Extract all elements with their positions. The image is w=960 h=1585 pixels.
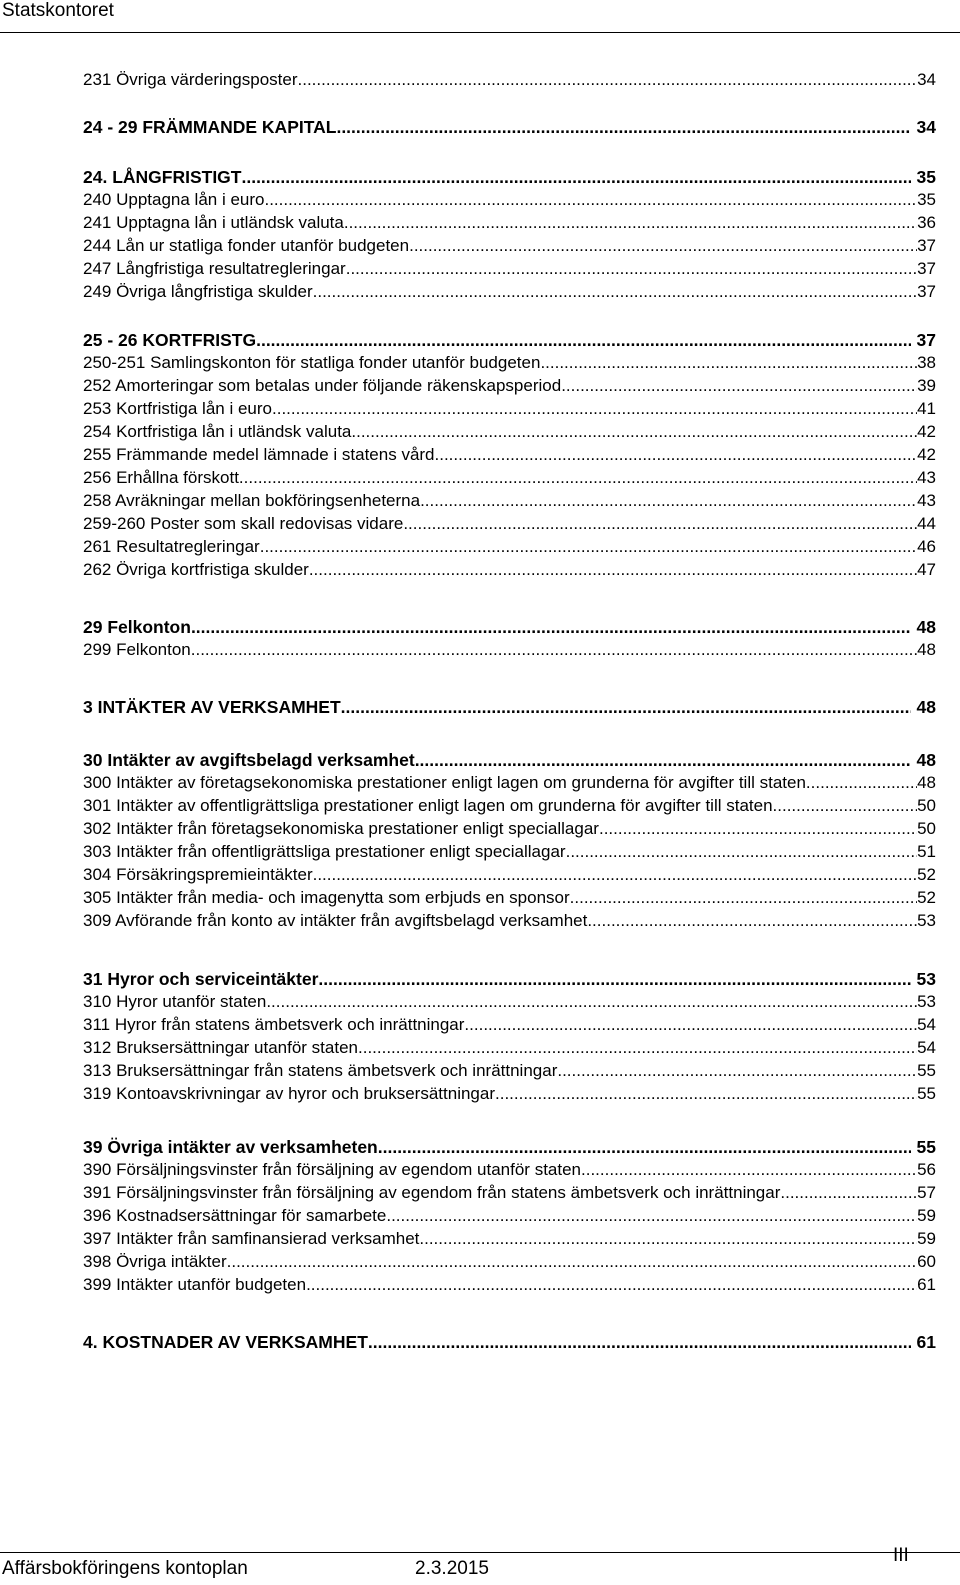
toc-entry-title: 25 - 26 KORTFRISTG bbox=[83, 330, 257, 350]
dot-leader bbox=[313, 282, 917, 302]
toc-entry bbox=[83, 992, 936, 1016]
dot-leader bbox=[420, 491, 917, 511]
dot-leader bbox=[318, 969, 910, 990]
dot-leader bbox=[409, 236, 917, 256]
toc-entry-title: 39 Övriga intäkter av verksamheten bbox=[83, 1137, 378, 1157]
toc-entry-page: 44 bbox=[917, 514, 936, 533]
toc-entry-title: 309 Avförande från konto av intäkter från avgiftsbelagd verksamhet bbox=[83, 911, 588, 930]
dot-leader bbox=[306, 1275, 917, 1295]
toc-entry-title: 4. KOSTNADER AV VERKSAMHET bbox=[83, 1332, 368, 1352]
dot-leader bbox=[566, 842, 917, 862]
toc-entry-page: 53 bbox=[916, 969, 936, 989]
toc-entry-page: 55 bbox=[916, 1137, 936, 1157]
toc-entry-page: 59 bbox=[917, 1229, 936, 1248]
dot-leader bbox=[435, 445, 918, 465]
dot-leader bbox=[239, 468, 917, 488]
dot-leader bbox=[386, 1206, 917, 1226]
toc-entry-title: 244 Lån ur statliga fonder utanför budgeten bbox=[83, 236, 410, 255]
toc-entry bbox=[83, 796, 936, 820]
toc-entry-page: 61 bbox=[916, 1332, 936, 1352]
header-title: Statskontoret bbox=[2, 0, 114, 21]
toc-entry-page: 46 bbox=[917, 537, 936, 556]
dot-leader bbox=[780, 1183, 917, 1203]
toc-entry bbox=[83, 259, 936, 283]
toc-entry bbox=[83, 491, 936, 515]
toc-entry-title: 391 Försäljningsvinster från försäljning av egendom från statens ämbetsverk och inrättningar bbox=[83, 1183, 781, 1202]
toc-entry bbox=[83, 213, 936, 237]
toc-entry bbox=[83, 282, 936, 306]
toc-entry-page: 41 bbox=[917, 399, 936, 418]
footer-page-number: III bbox=[893, 1545, 909, 1566]
dot-leader bbox=[557, 1061, 917, 1081]
dot-leader bbox=[256, 330, 910, 351]
dot-leader bbox=[336, 117, 910, 138]
toc-entry bbox=[83, 1084, 936, 1108]
toc-heading bbox=[83, 617, 936, 641]
dot-leader bbox=[351, 422, 917, 442]
footer-date: 2.3.2015 bbox=[415, 1558, 489, 1579]
toc-entry-page: 54 bbox=[917, 1015, 936, 1034]
toc-entry-title: 311 Hyror från statens ämbetsverk och inrättningar bbox=[83, 1015, 465, 1034]
toc-entry bbox=[83, 353, 936, 377]
dot-leader bbox=[358, 1038, 917, 1058]
toc-entry bbox=[83, 399, 936, 423]
dot-leader bbox=[341, 697, 911, 718]
toc-entry bbox=[83, 1229, 936, 1253]
dot-leader bbox=[581, 1160, 917, 1180]
toc-entry-page: 55 bbox=[917, 1084, 936, 1103]
toc-entry-page: 37 bbox=[916, 330, 936, 350]
dot-leader bbox=[227, 1252, 917, 1272]
toc-entry-page: 50 bbox=[917, 796, 936, 815]
dot-leader bbox=[309, 560, 917, 580]
footer-title: Affärsbokföringens kontoplan bbox=[2, 1558, 248, 1579]
toc-entry-title: 304 Försäkringspremieintäkter bbox=[83, 865, 313, 884]
toc-entry-page: 51 bbox=[917, 842, 936, 861]
toc-entry-page: 37 bbox=[917, 282, 936, 301]
dot-leader bbox=[241, 167, 910, 188]
toc-entry-page: 42 bbox=[917, 445, 936, 464]
toc-entry bbox=[83, 773, 936, 797]
toc-entry-title: 256 Erhållna förskott bbox=[83, 468, 239, 487]
toc-entry-page: 56 bbox=[917, 1160, 936, 1179]
toc-entry-title: 259-260 Poster som skall redovisas vidare bbox=[83, 514, 404, 533]
toc-entry-title: 241 Upptagna lån i utländsk valuta bbox=[83, 213, 344, 232]
toc-entry-title: 312 Bruksersättningar utanför staten bbox=[83, 1038, 358, 1057]
dot-leader bbox=[272, 399, 917, 419]
toc-entry-title: 24 - 29 FRÄMMANDE KAPITAL bbox=[83, 117, 337, 137]
toc-heading bbox=[83, 1137, 936, 1161]
toc-entry-title: 396 Kostnadsersättningar för samarbete bbox=[83, 1206, 387, 1225]
toc-entry-page: 35 bbox=[916, 167, 936, 187]
dot-leader bbox=[346, 259, 917, 279]
toc-entry-title: 303 Intäkter från offentligrättsliga prestationer enligt speciallagar bbox=[83, 842, 566, 861]
toc-entry-page: 52 bbox=[917, 865, 936, 884]
toc-entry-title: 313 Bruksersättningar från statens ämbetsverk och inrättningar bbox=[83, 1061, 558, 1080]
toc-entry-title: 24. LÅNGFRISTIGT bbox=[83, 167, 242, 187]
toc-entry-page: 48 bbox=[916, 617, 936, 637]
dot-leader bbox=[415, 750, 911, 771]
toc-entry-page: 43 bbox=[917, 491, 936, 510]
page-header bbox=[0, 0, 960, 28]
toc-entry-title: 258 Avräkningar mellan bokföringsenheterna bbox=[83, 491, 421, 510]
footer-rule bbox=[0, 1552, 960, 1553]
toc-entry-title: 31 Hyror och serviceintäkter bbox=[83, 969, 319, 989]
toc-entry-title: 301 Intäkter av offentligrättsliga prestationer enligt lagen om grunderna för avgifter till staten bbox=[83, 796, 773, 815]
dot-leader bbox=[344, 213, 917, 233]
toc-entry bbox=[83, 236, 936, 260]
dot-leader bbox=[378, 1137, 911, 1158]
toc-entry-page: 60 bbox=[917, 1252, 936, 1271]
toc-heading bbox=[83, 697, 936, 721]
toc-entry-page: 39 bbox=[917, 376, 936, 395]
toc-entry-page: 43 bbox=[917, 468, 936, 487]
toc-entry-title: 30 Intäkter av avgiftsbelagd verksamhet bbox=[83, 750, 415, 770]
toc-entry-title: 302 Intäkter från företagsekonomiska prestationer enligt speciallagar bbox=[83, 819, 599, 838]
toc-entry-page: 34 bbox=[916, 117, 936, 137]
toc-entry-title: 390 Försäljningsvinster från försäljning av egendom utanför staten bbox=[83, 1160, 582, 1179]
toc-entry-page: 54 bbox=[917, 1038, 936, 1057]
toc-entry-page: 48 bbox=[916, 750, 936, 770]
toc-entry-title: 397 Intäkter från samfinansierad verksamhet bbox=[83, 1229, 420, 1248]
dot-leader bbox=[298, 70, 918, 90]
toc-entry-page: 53 bbox=[917, 992, 936, 1011]
toc-entry bbox=[83, 1252, 936, 1276]
toc-entry bbox=[83, 1206, 936, 1230]
dot-leader bbox=[266, 992, 917, 1012]
toc-entry-page: 35 bbox=[917, 190, 936, 209]
dot-leader bbox=[368, 1332, 911, 1353]
toc-heading bbox=[83, 117, 936, 141]
toc-entry-title: 261 Resultatregleringar bbox=[83, 537, 260, 556]
toc-entry bbox=[83, 422, 936, 446]
dot-leader bbox=[806, 773, 917, 793]
toc-heading bbox=[83, 969, 936, 993]
toc-entry-page: 37 bbox=[917, 259, 936, 278]
toc-entry-title: 247 Långfristiga resultatregleringar bbox=[83, 259, 346, 278]
toc-entry bbox=[83, 1038, 936, 1062]
toc-entry-title: 254 Kortfristiga lån i utländsk valuta bbox=[83, 422, 352, 441]
toc-entry-page: 48 bbox=[916, 697, 936, 717]
toc-entry-title: 305 Intäkter från media- och imagenytta som erbjuds en sponsor bbox=[83, 888, 570, 907]
toc-entry-page: 36 bbox=[917, 213, 936, 232]
toc-heading bbox=[83, 750, 936, 774]
toc-heading bbox=[83, 330, 936, 354]
dot-leader bbox=[464, 1015, 917, 1035]
dot-leader bbox=[260, 537, 917, 557]
toc-entry bbox=[83, 468, 936, 492]
dot-leader bbox=[495, 1084, 917, 1104]
toc-entry bbox=[83, 190, 936, 214]
toc-entry-title: 250-251 Samlingskonton för statliga fonder utanför budgeten bbox=[83, 353, 541, 372]
toc-entry bbox=[83, 1183, 936, 1207]
toc-entry-title: 310 Hyror utanför staten bbox=[83, 992, 267, 1011]
toc-entry-title: 29 Felkonton bbox=[83, 617, 191, 637]
dot-leader bbox=[773, 796, 918, 816]
toc-entry bbox=[83, 1015, 936, 1039]
toc-entry-page: 55 bbox=[917, 1061, 936, 1080]
toc-entry-page: 38 bbox=[917, 353, 936, 372]
toc-entry-page: 37 bbox=[917, 236, 936, 255]
toc-entry-title: 319 Kontoavskrivningar av hyror och bruksersättningar bbox=[83, 1084, 495, 1103]
dot-leader bbox=[540, 353, 917, 373]
dot-leader bbox=[561, 376, 917, 396]
toc-entry-page: 59 bbox=[917, 1206, 936, 1225]
toc-entry bbox=[83, 888, 936, 912]
toc-entry bbox=[83, 911, 936, 935]
header-rule bbox=[0, 32, 960, 33]
toc-entry-page: 50 bbox=[917, 819, 936, 838]
dot-leader bbox=[403, 514, 917, 534]
toc-heading bbox=[83, 167, 936, 191]
dot-leader bbox=[587, 911, 917, 931]
toc-entry bbox=[83, 640, 936, 664]
toc-entry-page: 52 bbox=[917, 888, 936, 907]
toc-entry-title: 253 Kortfristiga lån i euro bbox=[83, 399, 272, 418]
toc-entry-page: 53 bbox=[917, 911, 936, 930]
dot-leader bbox=[570, 888, 917, 908]
toc-entry-title: 255 Främmande medel lämnade i statens vård bbox=[83, 445, 435, 464]
toc-heading bbox=[83, 1332, 936, 1356]
toc-entry-title: 252 Amorteringar som betalas under följande räkenskapsperiod bbox=[83, 376, 562, 395]
toc-entry-page: 42 bbox=[917, 422, 936, 441]
toc-entry-page: 47 bbox=[917, 560, 936, 579]
toc-entry bbox=[83, 1160, 936, 1184]
dot-leader bbox=[264, 190, 917, 210]
toc-entry-title: 3 INTÄKTER AV VERKSAMHET bbox=[83, 697, 341, 717]
toc-entry bbox=[83, 514, 936, 538]
toc-entry-title: 240 Upptagna lån i euro bbox=[83, 190, 265, 209]
dot-leader bbox=[191, 617, 911, 638]
toc-entry bbox=[83, 819, 936, 843]
toc-entry-title: 300 Intäkter av företagsekonomiska prestationer enligt lagen om grunderna för avgifter till staten bbox=[83, 773, 806, 792]
toc-entry-title: 249 Övriga långfristiga skulder bbox=[83, 282, 313, 301]
toc-entry bbox=[83, 865, 936, 889]
toc-entry bbox=[83, 70, 936, 94]
toc-entry-title: 299 Felkonton bbox=[83, 640, 191, 659]
toc-entry-title: 398 Övriga intäkter bbox=[83, 1252, 227, 1271]
toc-entry-page: 48 bbox=[917, 773, 936, 792]
toc-entry-page: 34 bbox=[917, 70, 936, 89]
toc-entry bbox=[83, 376, 936, 400]
toc-entry-title: 262 Övriga kortfristiga skulder bbox=[83, 560, 309, 579]
toc-entry bbox=[83, 842, 936, 866]
toc-entry bbox=[83, 1275, 936, 1299]
toc-entry-page: 57 bbox=[917, 1183, 936, 1202]
dot-leader bbox=[419, 1229, 917, 1249]
toc-entry bbox=[83, 1061, 936, 1085]
dot-leader bbox=[191, 640, 917, 660]
toc-entry-page: 48 bbox=[917, 640, 936, 659]
dot-leader bbox=[599, 819, 917, 839]
toc-entry bbox=[83, 537, 936, 561]
toc-entry bbox=[83, 560, 936, 584]
toc-entry-title: 231 Övriga värderingsposter bbox=[83, 70, 298, 89]
toc-entry bbox=[83, 445, 936, 469]
dot-leader bbox=[313, 865, 917, 885]
toc-entry-page: 61 bbox=[917, 1275, 936, 1294]
toc-entry-title: 399 Intäkter utanför budgeten bbox=[83, 1275, 307, 1294]
